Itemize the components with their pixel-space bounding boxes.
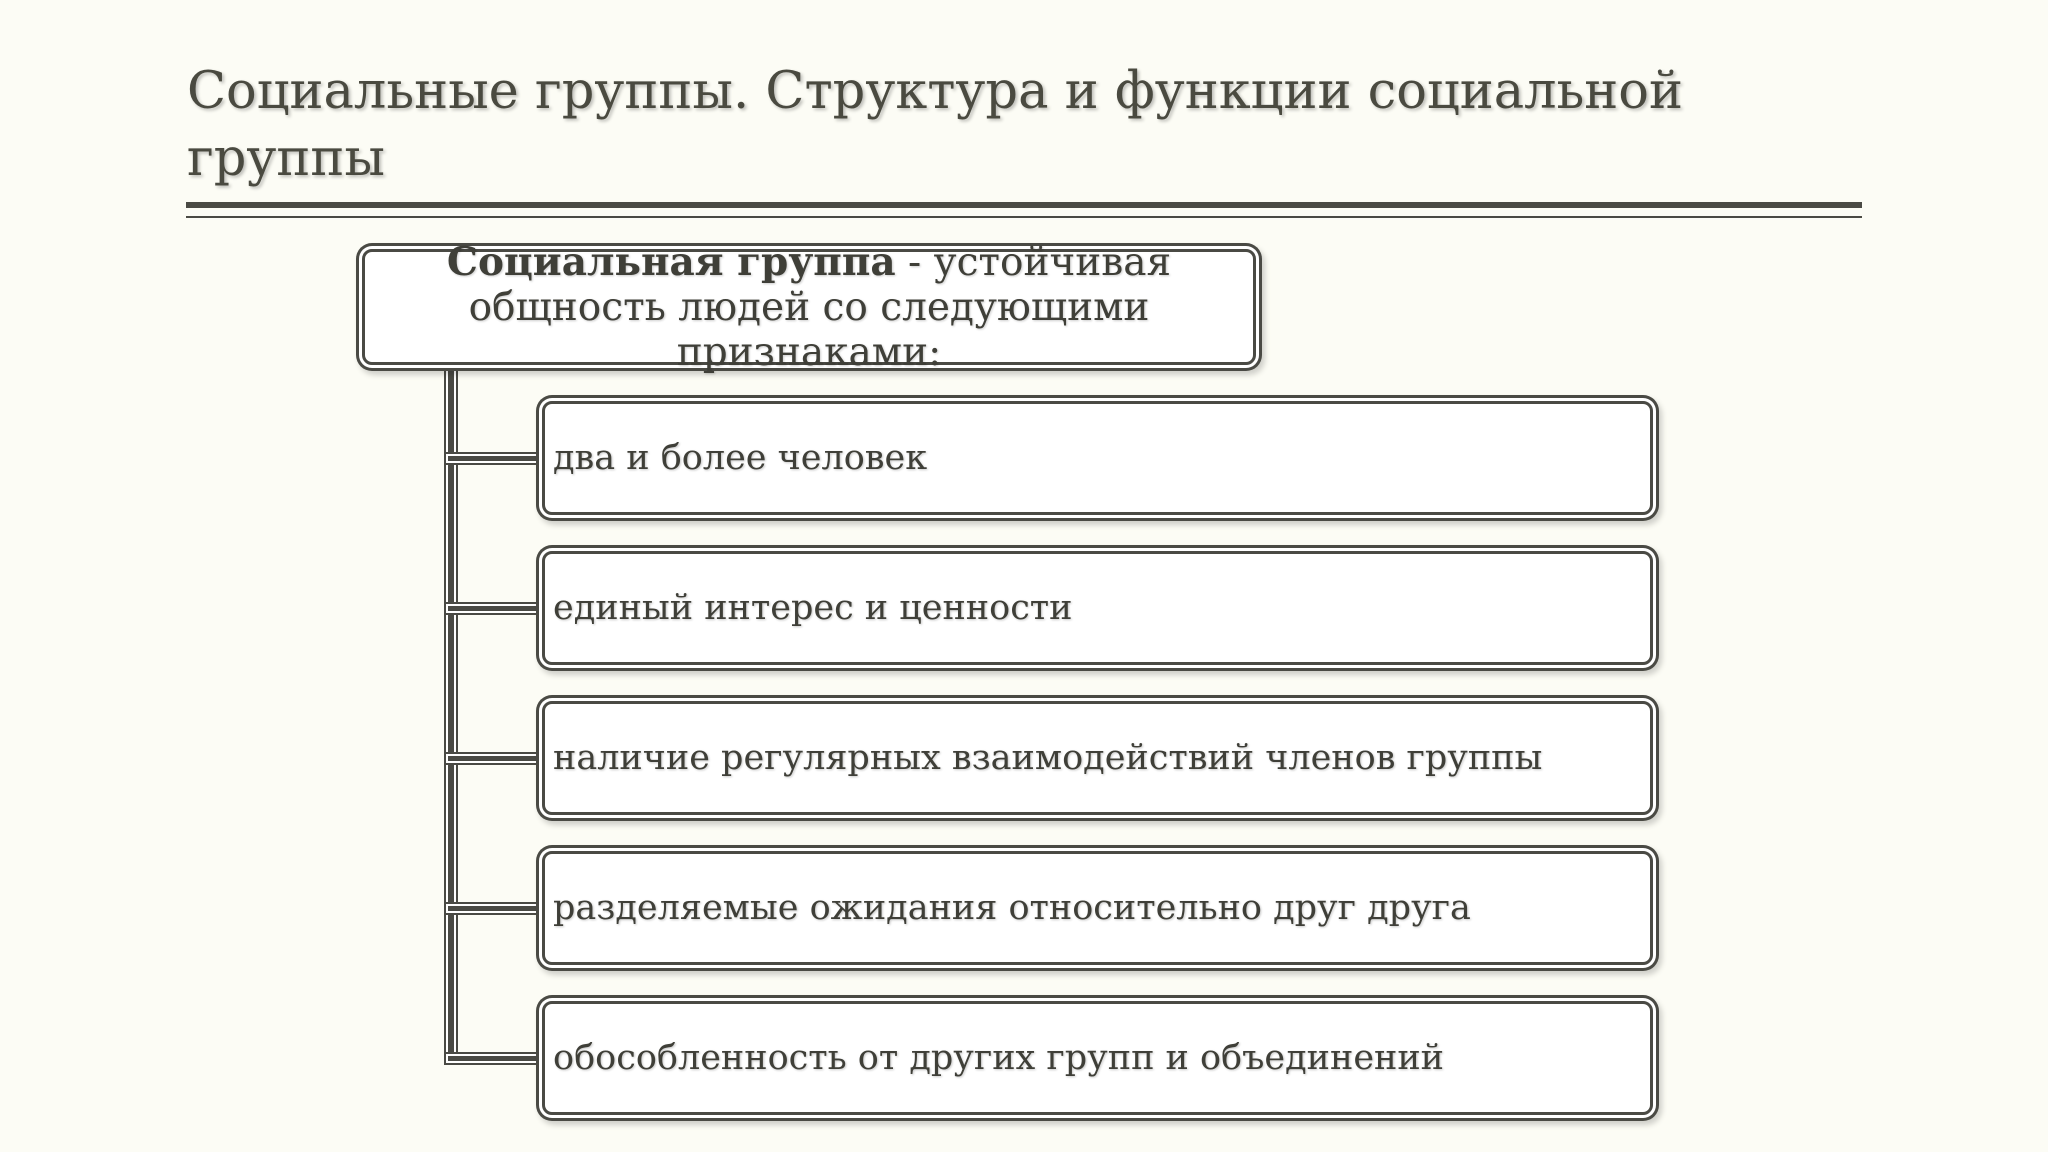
feature-label: два и более человек [553,438,928,478]
feature-box [542,701,1653,815]
connector-branch [448,756,540,761]
feature-box [542,551,1653,665]
root-definition: устойчивая общность людей со следующими признаками: [468,239,1172,375]
root-separator: - [895,239,934,285]
feature-label: наличие регулярных взаимодействий членов группы [553,738,1543,778]
feature-box [542,1001,1653,1115]
title-divider-thin [186,216,1862,218]
feature-box [542,851,1653,965]
title-divider-thick [186,202,1862,208]
connector-branch [448,906,540,911]
slide-title: Социальные группы. Структура и функции социальной группы [187,62,1683,188]
feature-label: обособленность от других групп и объединений [553,1038,1445,1078]
connector-trunk [448,368,454,1060]
root-term: Социальная группа [446,238,896,285]
feature-label: разделяемые ожидания относительно друг друга [553,888,1471,928]
root-definition-text [375,240,1243,375]
connector-branch [448,606,540,611]
connector-branch [448,1056,540,1061]
connector-branch [448,456,540,461]
feature-label: единый интерес и ценности [553,588,1073,628]
feature-box [542,401,1653,515]
root-definition-box [362,238,1256,375]
